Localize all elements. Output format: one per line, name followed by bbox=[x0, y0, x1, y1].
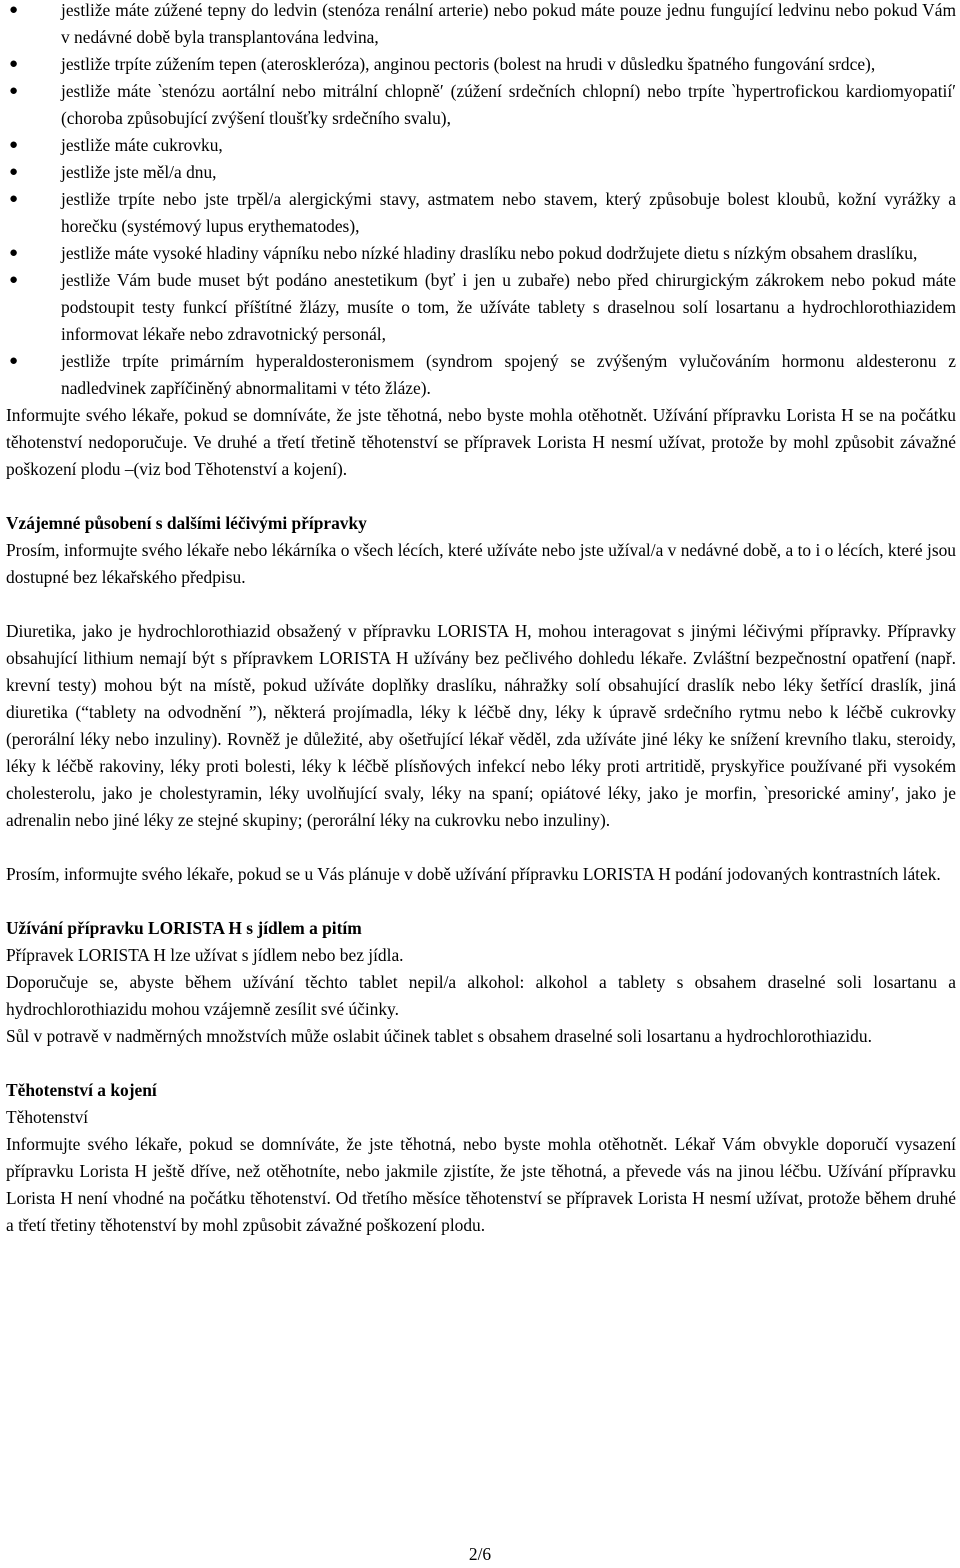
document-page bbox=[6, 0, 956, 1239]
pregnancy-warning-paragraph: Informujte svého lékaře, pokud se domníváte, že jste těhotná, nebo byste mohla otěhotnět. Užívání přípravku Lorista H se na počátku těhotenství nedoporučuje. Ve druhé a třetí třetině těhotenství se přípravek Lorista H nesmí užívat, protože by mohl způsobit závažné poškození plodu –(viz bod Těhotenství a kojení). bbox=[6, 405, 956, 479]
interactions-paragraph-2: Diuretika, jako je hydrochlorothiazid obsažený v přípravku LORISTA H, mohou interagovat s jinými léčivými přípravky. Přípravky obsahující lithium nemají být s přípravkem LORISTA H užívány bez pečlivého dohledu lékaře. Zvláštní bezpečnostní opatření (např. krevní testy) mohou být na místě, pokud užíváte doplňky draslíku, náhražky solí obsahující draslík nebo léky šetřící draslík, jiná diuretika (“tablety na odvodnění ”), některá projímadla, léky k léčbě dny, léky k úpravě srdečního rytmu nebo k léčbě cukrovky (perorální léky nebo inzuliny). Rovněž je důležité, aby ošetřující lékař věděl, zda užíváte jiné léky ke snížení krevního tlaku, steroidy, léky k léčbě rakoviny, léky proti bolesti, léky k léčbě plísňových infekcí nebo léky proti artritidě, pryskyřice používané při vysokém cholesterolu, jako je cholestyramin, léky uvolňující svaly, léky na spaní; opiátové léky, jako je morfin, ‵presorické aminy′, jako je adrenalin nebo jiné léky ze stejné skupiny; (perorální léky na cukrovku nebo inzuliny). bbox=[6, 621, 956, 830]
bullet-icon: ● bbox=[9, 2, 19, 18]
list-item bbox=[6, 186, 956, 240]
interactions-paragraph-1: Prosím, informujte svého lékaře nebo lékárníka o všech lécích, které užíváte nebo jste užíval/a v nedávné době, a to i o lécích, které jsou dostupné bez lékařského předpisu. bbox=[6, 540, 956, 587]
list-item bbox=[6, 348, 956, 402]
list-item bbox=[6, 240, 956, 267]
pregnancy-subheading: Těhotenství bbox=[6, 1107, 89, 1127]
bullet-icon: ● bbox=[9, 56, 19, 72]
pregnancy-paragraph-1: Informujte svého lékaře, pokud se domníváte, že jste těhotná, nebo byste mohla otěhotnět. Lékař Vám obvykle doporučí vysazení přípravku Lorista H ještě dříve, než otěhotníte, nebo jakmile zjistíte, že jste těhotná, a převede vás na jinou léčbu. Užívání přípravku Lorista H není vhodné na počátku těhotenství. Od třetího měsíce těhotenství se přípravek Lorista H nesmí užívat, protože během druhé a třetí třetiny těhotenství by mohl způsobit závažné poškození plodu. bbox=[6, 1134, 956, 1235]
bullet-icon: ● bbox=[9, 137, 19, 153]
bullet-icon: ● bbox=[9, 245, 19, 261]
food-paragraph-1: Přípravek LORISTA H lze užívat s jídlem nebo bez jídla. bbox=[6, 945, 404, 965]
list-item-text: jestliže jste měl/a dnu, bbox=[61, 162, 217, 182]
bullet-icon: ● bbox=[9, 164, 19, 180]
page-number: 2/6 bbox=[468, 1544, 492, 1564]
list-item bbox=[6, 132, 956, 159]
list-item-text: jestliže Vám bude muset být podáno anestetikum (byť i jen u zubaře) nebo před chirurgickým zákrokem nebo pokud máte podstoupit testy funkcí příštítné žlázy, musíte o tom, že užíváte tablety s draselnou solí losartanu a hydrochlorothiazidem informovat lékaře nebo zdravotnický personál, bbox=[61, 270, 956, 344]
bullet-icon: ● bbox=[9, 191, 19, 207]
food-heading: Užívání přípravku LORISTA H s jídlem a pitím bbox=[6, 918, 362, 938]
list-item-text: jestliže máte cukrovku, bbox=[61, 135, 223, 155]
list-item-text: jestliže máte zúžené tepny do ledvin (stenóza renální arterie) nebo pokud máte pouze jednu fungující ledvinu nebo pokud Vám v nedávné době byla transplantována ledvina, bbox=[61, 0, 956, 47]
food-paragraph-3: Sůl v potravě v nadměrných množstvích může oslabit účinek tablet s obsahem draselné soli losartanu a hydrochlorothiazidu. bbox=[6, 1026, 872, 1046]
list-item bbox=[6, 0, 956, 51]
food-paragraph-2: Doporučuje se, abyste během užívání těchto tablet nepil/a alkohol: alkohol a tablety s obsahem draselné soli losartanu a hydrochlorothiazidu mohou vzájemně zesílit své účinky. bbox=[6, 972, 956, 1019]
pregnancy-heading: Těhotenství a kojení bbox=[6, 1080, 157, 1100]
list-item bbox=[6, 78, 956, 132]
bullet-icon: ● bbox=[9, 83, 19, 99]
list-item bbox=[6, 159, 956, 186]
list-item-text: jestliže máte vysoké hladiny vápníku nebo nízké hladiny draslíku nebo pokud dodržujete dietu s nízkým obsahem draslíku, bbox=[61, 243, 918, 263]
list-item bbox=[6, 51, 956, 78]
list-item-text: jestliže trpíte primárním hyperaldosteronismem (syndrom spojený se zvýšeným vylučováním hormonu aldesteronu z nadledvinek zapříčiněný abnormalitami v této žláze). bbox=[61, 351, 956, 398]
list-item-text: jestliže máte ‵stenózu aortální nebo mitrální chlopně′ (zúžení srdečních chlopní) nebo trpíte ‵hypertrofickou kardiomyopatií′ (choroba způsobující zvýšení tloušťky srdečního svalu), bbox=[61, 81, 956, 128]
precautions-list bbox=[6, 0, 956, 402]
bullet-icon: ● bbox=[9, 353, 19, 369]
bullet-icon: ● bbox=[9, 272, 19, 288]
interactions-paragraph-3: Prosím, informujte svého lékaře, pokud se u Vás plánuje v době užívání přípravku LORISTA H podání jodovaných kontrastních látek. bbox=[6, 864, 941, 884]
list-item-text: jestliže trpíte nebo jste trpěl/a alergickými stavy, astmatem nebo stavem, který způsobuje bolest kloubů, kožní vyrážky a horečku (systémový lupus erythematodes), bbox=[61, 189, 956, 236]
list-item bbox=[6, 267, 956, 348]
list-item-text: jestliže trpíte zúžením tepen (ateroskleróza), anginou pectoris (bolest na hrudi v důsledku špatného fungování srdce), bbox=[61, 54, 876, 74]
interactions-heading: Vzájemné působení s dalšími léčivými přípravky bbox=[6, 513, 367, 533]
